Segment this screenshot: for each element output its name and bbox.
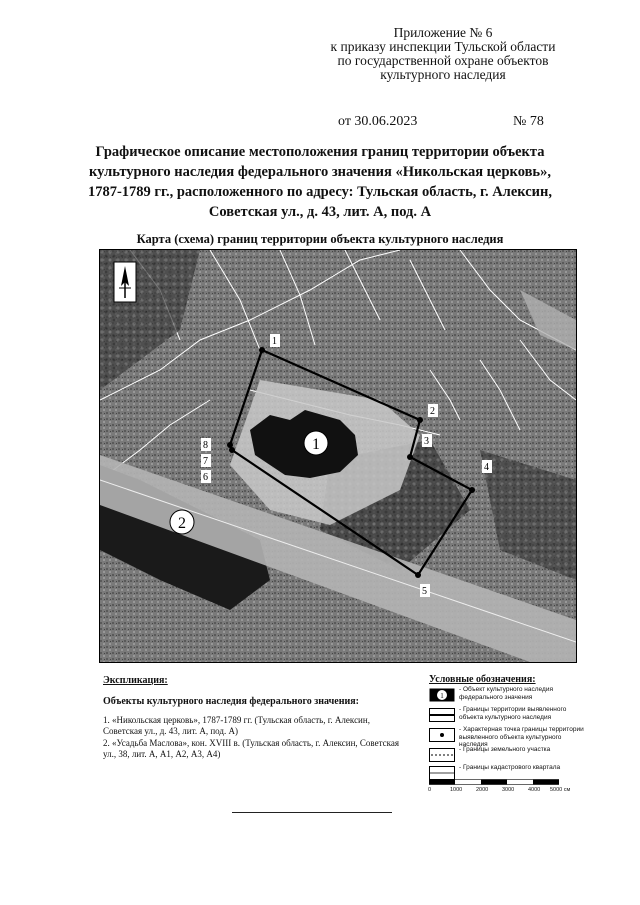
boundary-point-icon: [429, 728, 455, 742]
explication-item: 2. «Усадьба Маслова», кон. XVIII в. (Тульская область, г. Алексин, Советская ул., 38, лит. А, А1, А2, А3, А4): [103, 738, 400, 759]
land-plot-line-icon: [429, 748, 455, 762]
north-arrow-icon: [114, 262, 136, 302]
appendix-line: культурного наследия: [380, 67, 506, 82]
legend-text: - Границы кадастрового квартала: [459, 764, 561, 771]
scale-label: 1000: [450, 787, 463, 793]
scale-label: 5000 см: [550, 787, 571, 793]
appendix-line: по государственной охране объектов: [337, 53, 549, 68]
scale-label: 3000: [502, 787, 515, 793]
object-1-label: 1: [312, 436, 320, 453]
legend-row: [429, 706, 579, 726]
title-line: Советская ул., д. 43, лит. А, под. А: [208, 204, 432, 220]
point-label: 1: [272, 336, 277, 347]
point-label: 6: [203, 472, 208, 483]
point-label: 4: [484, 462, 489, 473]
document-title: [60, 142, 580, 222]
point-label: 7: [203, 456, 208, 467]
appendix-header: [308, 26, 578, 82]
point-label: 8: [203, 440, 208, 451]
order-number: № 78: [513, 114, 544, 129]
map-title: Карта (схема) границ территории объекта культурного наследия: [136, 232, 504, 246]
svg-text:1: 1: [440, 692, 444, 700]
footer-divider: [232, 812, 392, 813]
order-date: от 30.06.2023: [338, 114, 418, 129]
legend-row: [429, 686, 579, 706]
legend-text: - Границы земельного участка: [459, 746, 551, 753]
map-scheme: [99, 249, 577, 663]
legend-text: - Границы территории выявленного объекта культурного наследия: [459, 706, 567, 721]
object-2-label: 2: [178, 515, 186, 532]
legend-title: Условные обозначения:: [429, 674, 536, 685]
title-line: культурного наследия федерального значения «Никольская церковь»,: [89, 164, 551, 180]
appendix-line: к приказу инспекции Тульской области: [330, 39, 556, 54]
appendix-line: Приложение № 6: [393, 25, 493, 40]
scale-bar: [429, 779, 559, 785]
map-svg: [100, 250, 576, 662]
legend-row: [429, 746, 579, 766]
legend-text: - Объект культурного наследия федерального значения: [459, 686, 553, 701]
scale-label: 0: [428, 787, 432, 793]
explication-subtitle: Объекты культурного наследия федерального значения:: [103, 696, 359, 707]
title-line: Графическое описание местоположения границ территории объекта: [95, 144, 545, 160]
explication-item: 1. «Никольская церковь», 1787-1789 гг. (Тульская область, г. Алексин, Советская ул., д. 43, лит. А, под. А): [103, 715, 370, 736]
title-line: 1787-1789 гг., расположенного по адресу: Тульская область, г. Алексин,: [87, 184, 553, 200]
scale-label: 4000: [528, 787, 541, 793]
legend-text: - Характерная точка границы территории выявленного объекта культурного наследия: [459, 726, 584, 748]
cadastral-line-icon: [429, 766, 455, 780]
scale-label: 2000: [476, 787, 489, 793]
boundary-line-icon: [429, 708, 455, 722]
point-label: 3: [424, 436, 429, 447]
legend-row: [429, 726, 584, 748]
point-label: 5: [422, 586, 427, 597]
explication-title: Экспликация:: [103, 675, 168, 686]
point-label: 2: [430, 406, 435, 417]
object-symbol-icon: [429, 688, 455, 702]
